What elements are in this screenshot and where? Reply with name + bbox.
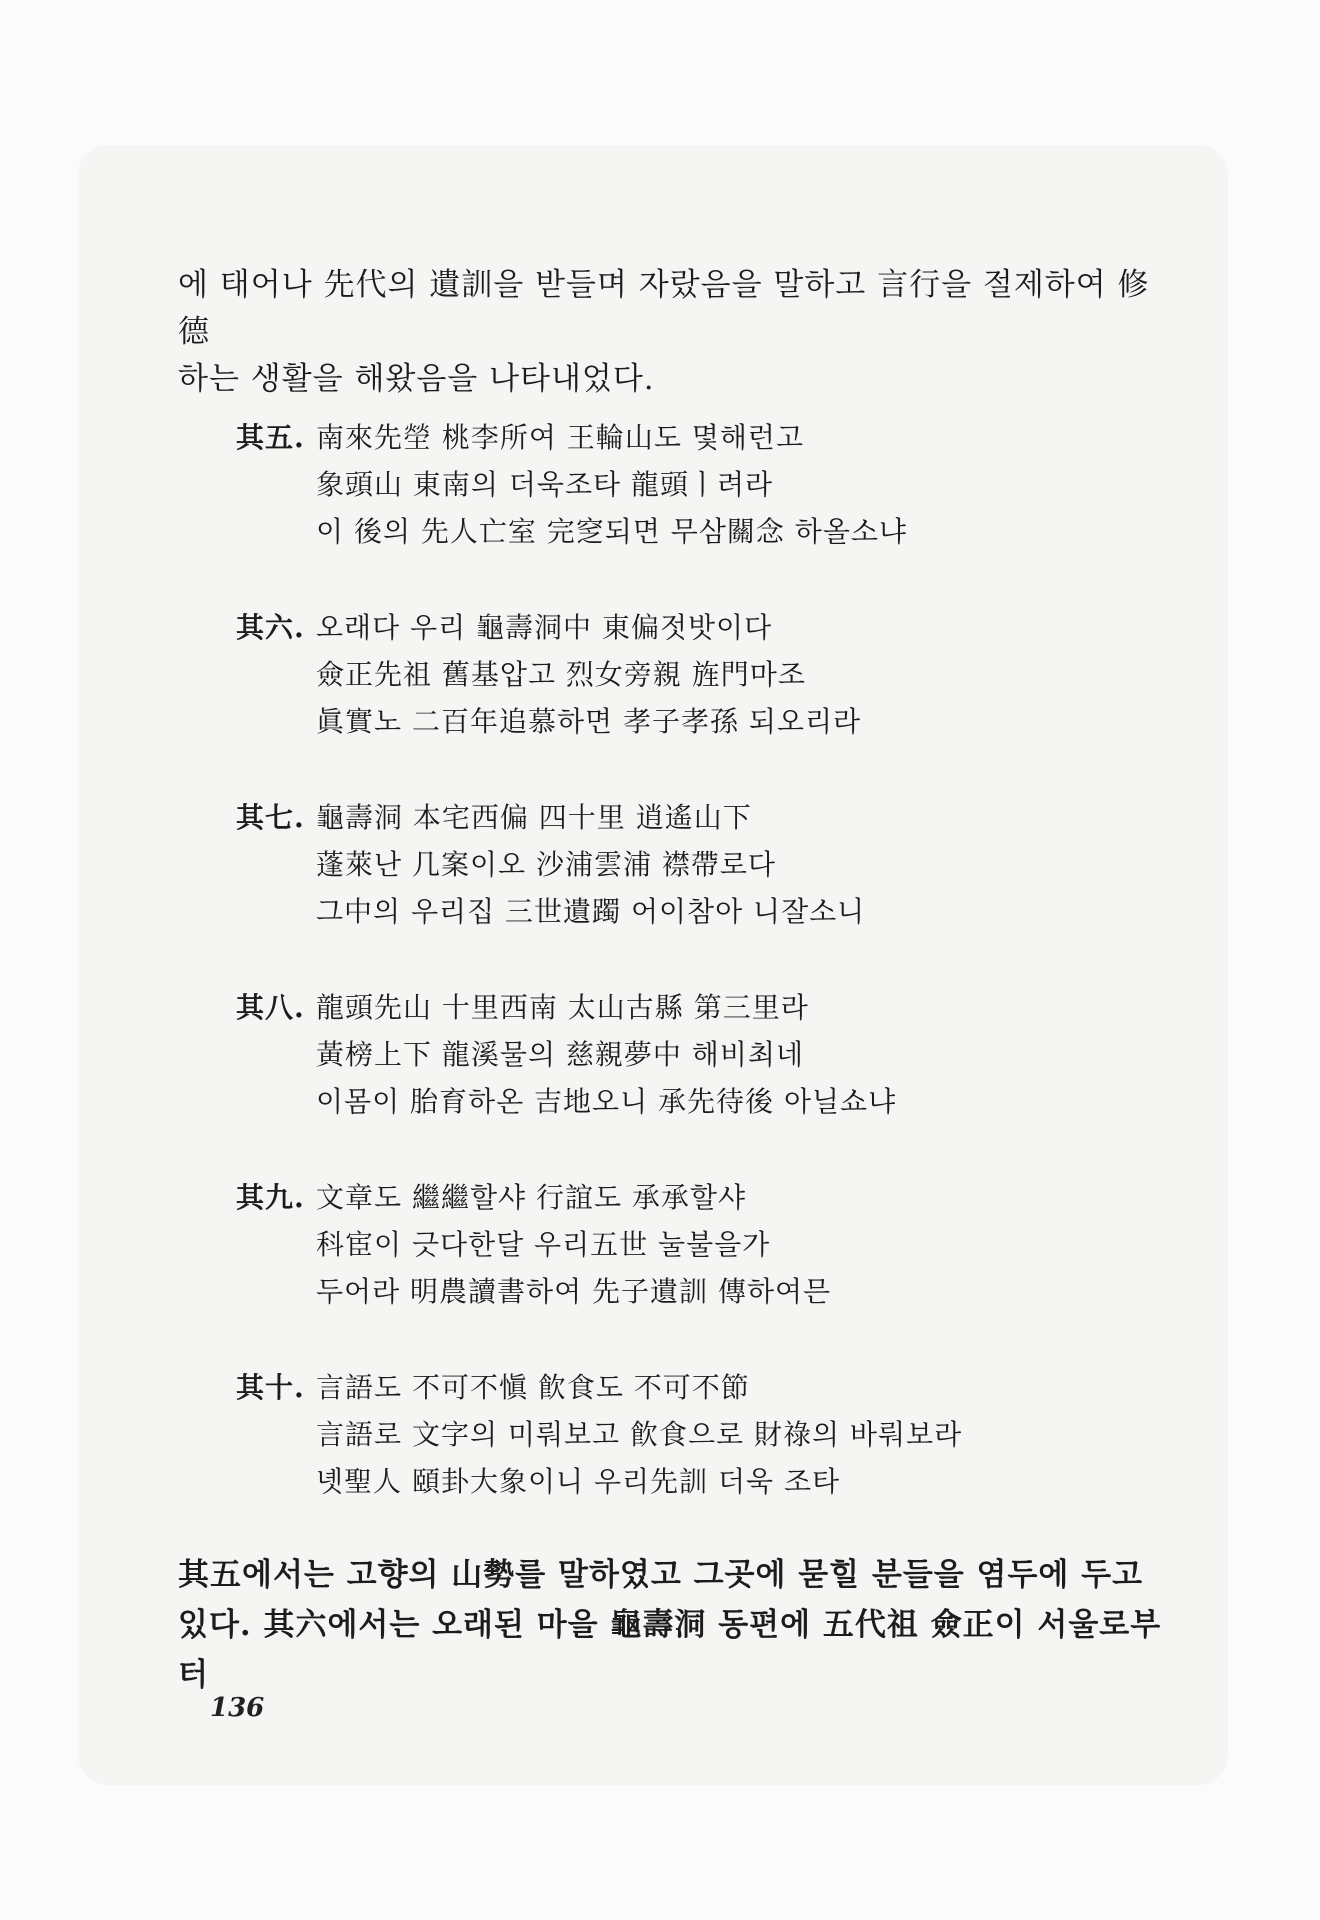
verse-line: 言語로 文字의 미뤄보고 飮食으로 財祿의 바뤄보라 (316, 1418, 963, 1451)
page-number: 136 (210, 1693, 265, 1723)
commentary-paragraph (178, 1550, 1168, 1700)
verse-line: 黃榜上下 龍溪물의 慈親夢中 해비최네 (316, 1038, 804, 1071)
verse-line: 言語도 不可不愼 飮食도 不可不節 (316, 1371, 750, 1404)
verse-line: 文章도 繼繼할샤 行誼도 承承할샤 (316, 1181, 746, 1214)
verse-line: 蓬萊난 几案이오 沙浦雲浦 襟帶로다 (316, 848, 776, 881)
intro-paragraph (178, 262, 1168, 403)
verse-line: 두어라 明農讀書하여 先子遺訓 傳하여믄 (316, 1275, 832, 1308)
stanza-number: 其七. (236, 801, 305, 834)
stanza-number: 其八. (236, 991, 305, 1024)
verse-line: 龍頭先山 十里西南 太山古縣 第三里라 (316, 991, 809, 1024)
commentary-line: 있다. 其六에서는 오래된 마을 龜壽洞 동편에 五代祖 僉正이 서울로부터 (178, 1607, 1162, 1693)
stanza-number: 其五. (236, 421, 305, 454)
stanza-9 (236, 1174, 1136, 1315)
stanza-5 (236, 414, 1136, 555)
stanza-8 (236, 984, 1136, 1125)
verse-line: 이몸이 胎育하온 吉地오니 承先待後 아닐쇼냐 (316, 1085, 897, 1118)
verse-line: 眞實노 二百年追慕하면 孝子孝孫 되오리라 (316, 705, 862, 738)
verse-line: 南來先塋 桃李所여 王輪山도 몇해런고 (316, 421, 804, 454)
verse-line: 녯聖人 頤卦大象이니 우리先訓 더욱 조타 (316, 1465, 841, 1498)
stanza-number: 其六. (236, 611, 305, 644)
commentary-line: 其五에서는 고향의 山勢를 말하였고 그곳에 묻힐 분들을 염두에 두고 (178, 1557, 1144, 1593)
stanza-number: 其十. (236, 1371, 305, 1404)
verse-line: 僉正先祖 舊基압고 烈女旁親 旌門마조 (316, 658, 806, 691)
verse-line: 象頭山 東南의 더욱조타 龍頭ㅣ려라 (316, 468, 774, 501)
verse-line: 科宦이 긋다한달 우리五世 눌불을가 (316, 1228, 771, 1261)
stanza-10 (236, 1364, 1136, 1505)
verse-line: 龜壽洞 本宅西偏 四十里 逍遙山下 (316, 801, 752, 834)
verse-line: 그中의 우리집 三世遺躅 어이참아 니잘소니 (316, 895, 866, 928)
verse-line: 오래다 우리 龜壽洞中 東偏젓밧이다 (316, 611, 773, 644)
stanza-6 (236, 604, 1136, 745)
stanza-7 (236, 794, 1136, 935)
stanza-number: 其九. (236, 1181, 305, 1214)
intro-line: 에 태어나 先代의 遺訓을 받들며 자랐음을 말하고 言行을 절제하여 修德 (178, 267, 1150, 350)
intro-line: 하는 생활을 해왔음을 나타내었다. (178, 361, 655, 397)
verse-line: 이 後의 先人亡室 完窆되면 무삼關念 하올소냐 (316, 515, 907, 548)
verse-list (236, 414, 1136, 1554)
